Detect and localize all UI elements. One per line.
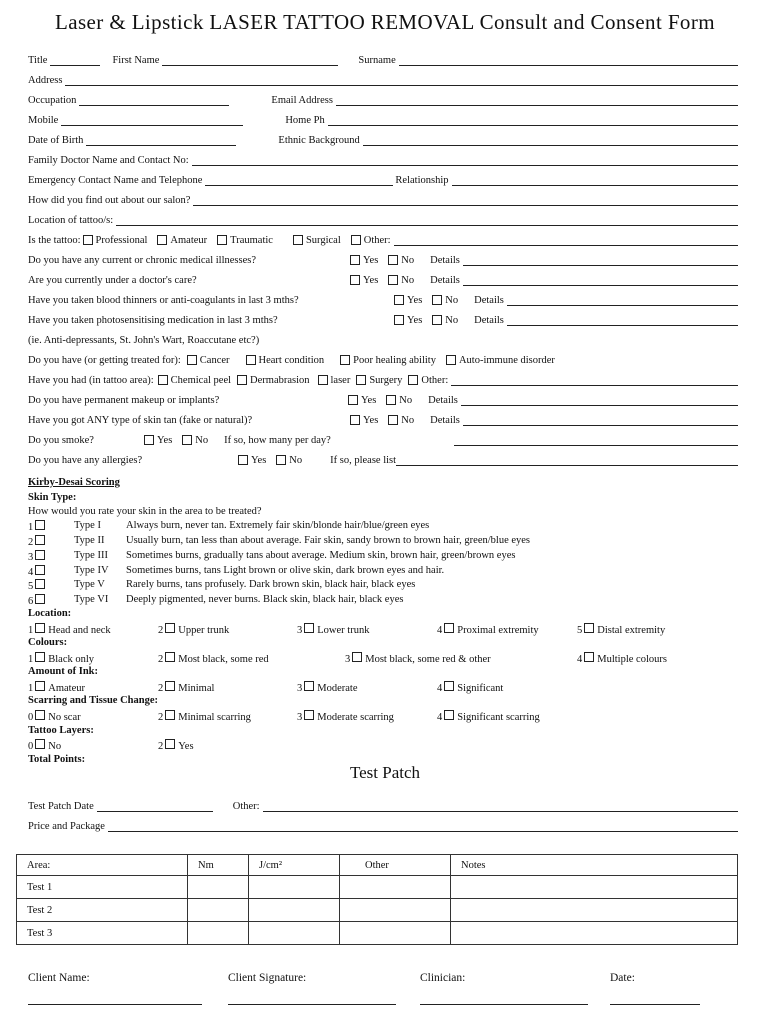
- option-other[interactable]: Other:: [406, 375, 448, 386]
- details-label: Details: [474, 315, 504, 326]
- tattoo-area-label: Have you had (in tattoo area):: [28, 375, 154, 386]
- checkbox[interactable]: [388, 415, 398, 425]
- no-option[interactable]: No: [386, 255, 414, 266]
- email-field[interactable]: [336, 94, 738, 106]
- option-surgery[interactable]: Surgery: [354, 375, 402, 386]
- notes-cell[interactable]: [451, 899, 738, 922]
- smoke-row: [28, 428, 738, 446]
- test-patch-date-field[interactable]: [97, 800, 213, 812]
- checkbox[interactable]: [388, 255, 398, 265]
- allergies-field[interactable]: [396, 454, 738, 466]
- find-out-label: How did you find out about our salon?: [28, 195, 191, 206]
- checkbox[interactable]: [348, 395, 358, 405]
- checkbox[interactable]: [444, 681, 454, 691]
- option-heart-condition[interactable]: Heart condition: [244, 355, 325, 366]
- home-ph-label: Home Ph: [285, 115, 325, 126]
- skin-type-desc: Always burn, never tan. Extremely fair skin/blonde hair/blue/green eyes: [126, 520, 430, 531]
- skin-type-option-2[interactable]: 2: [28, 535, 48, 548]
- yes-option[interactable]: Yes: [142, 435, 172, 446]
- layers-option-2[interactable]: 2 Yes: [158, 741, 194, 752]
- yes-option[interactable]: Yes: [346, 395, 376, 406]
- col-jcm2: J/cm²: [249, 855, 340, 876]
- smoke-count-field[interactable]: [454, 434, 738, 446]
- checkbox[interactable]: [83, 235, 93, 245]
- medical-row-4: [28, 308, 738, 326]
- notes-cell[interactable]: [451, 922, 738, 945]
- option-surgical[interactable]: Surgical: [291, 235, 341, 246]
- location-row: [28, 208, 738, 226]
- test-patch-heading: Test Patch: [349, 763, 421, 782]
- colour-option-1[interactable]: 1 Black only: [28, 654, 95, 665]
- checkbox[interactable]: [35, 535, 45, 545]
- skin-type-desc: Sometimes burns, tans Light brown or olive skin, dark brown eyes and hair.: [126, 565, 445, 576]
- ink-heading: Amount of Ink:: [28, 666, 99, 677]
- option-auto-immune[interactable]: Auto-immune disorder: [444, 355, 555, 366]
- form-title: Laser & Lipstick LASER TATTOO REMOVAL Consult and Consent Form: [55, 10, 715, 34]
- ink-option-3[interactable]: 3 Moderate: [297, 683, 358, 694]
- table-row: [17, 876, 738, 899]
- skin-type-option-4[interactable]: 4: [28, 565, 48, 578]
- ink-option-4[interactable]: 4 Significant: [437, 683, 504, 694]
- checkbox[interactable]: [165, 623, 175, 633]
- details-field[interactable]: [461, 394, 738, 406]
- skin-type-name: Type III: [74, 550, 108, 561]
- checkbox[interactable]: [35, 623, 45, 633]
- checkbox[interactable]: [293, 235, 303, 245]
- layers-option-0[interactable]: 0 No: [28, 741, 62, 752]
- nm-cell[interactable]: [188, 922, 249, 945]
- clinician-field[interactable]: [420, 1004, 588, 1005]
- checkbox[interactable]: [35, 710, 45, 720]
- date-field[interactable]: [610, 1004, 700, 1005]
- checkbox[interactable]: [35, 739, 45, 749]
- occupation-row: [28, 88, 738, 106]
- skin-type-option-3[interactable]: 3: [28, 550, 48, 563]
- table-row: [17, 922, 738, 945]
- doctor-row: [28, 148, 738, 166]
- checkbox[interactable]: [304, 710, 314, 720]
- details-field[interactable]: [463, 414, 738, 426]
- table-header-row: [17, 855, 738, 876]
- emergency-row: [28, 168, 738, 186]
- row-label: Test 3: [17, 922, 188, 945]
- occupation-field[interactable]: [79, 94, 229, 106]
- price-field[interactable]: [108, 820, 738, 832]
- checkbox[interactable]: [388, 275, 398, 285]
- jcm2-cell[interactable]: [249, 876, 340, 899]
- checkbox[interactable]: [584, 623, 594, 633]
- checkbox[interactable]: [432, 315, 442, 325]
- checkbox[interactable]: [144, 435, 154, 445]
- details-label: Details: [474, 295, 504, 306]
- details-field[interactable]: [463, 274, 738, 286]
- checkbox[interactable]: [351, 235, 361, 245]
- other-cell[interactable]: [340, 922, 451, 945]
- ink-option-2[interactable]: 2 Minimal: [158, 683, 215, 694]
- checkbox[interactable]: [350, 415, 360, 425]
- checkbox[interactable]: [584, 652, 594, 662]
- antidepressants-note: (ie. Anti-depressants, St. John's Wart, Roaccutane etc?): [28, 335, 260, 346]
- date-label: Date:: [610, 972, 635, 984]
- location-option-1[interactable]: 1 Head and neck: [28, 625, 111, 636]
- surname-label: Surname: [358, 55, 396, 66]
- tattoo-type-label: Is the tattoo:: [28, 235, 81, 246]
- checkbox[interactable]: [446, 355, 456, 365]
- checkbox[interactable]: [158, 375, 168, 385]
- yes-option[interactable]: Yes: [348, 415, 378, 426]
- checkbox[interactable]: [352, 652, 362, 662]
- medical-row-2: [28, 268, 738, 286]
- location-option-5[interactable]: 5 Distal extremity: [577, 625, 666, 636]
- skin-question: How would you rate your skin in the area to be treated?: [28, 506, 262, 517]
- nm-cell[interactable]: [188, 899, 249, 922]
- skin-type-option-6[interactable]: 6: [28, 594, 48, 607]
- scarring-option-3[interactable]: 3 Moderate scarring: [297, 712, 394, 723]
- skin-type-name: Type V: [74, 579, 105, 590]
- mobile-field[interactable]: [61, 114, 243, 126]
- location-label: Location of tattoo/s:: [28, 215, 114, 226]
- option-amateur[interactable]: Amateur: [155, 235, 207, 246]
- first-name-field[interactable]: [162, 54, 338, 66]
- checkbox[interactable]: [432, 295, 442, 305]
- checkbox[interactable]: [35, 579, 45, 589]
- location-option-2[interactable]: 2 Upper trunk: [158, 625, 230, 636]
- checkbox[interactable]: [182, 435, 192, 445]
- no-option[interactable]: No: [384, 395, 412, 406]
- ethnic-label: Ethnic Background: [278, 135, 360, 146]
- other-cell[interactable]: [340, 899, 451, 922]
- skin-type-name: Type VI: [74, 594, 109, 605]
- tattoo-area-other-field[interactable]: [451, 374, 738, 386]
- location-option-4[interactable]: 4 Proximal extremity: [437, 625, 539, 636]
- title-label: Title: [28, 55, 48, 66]
- location-option-3[interactable]: 3 Lower trunk: [297, 625, 370, 636]
- details-label: Details: [428, 395, 458, 406]
- details-label: Details: [430, 415, 460, 426]
- occupation-label: Occupation: [28, 95, 77, 106]
- checkbox[interactable]: [340, 355, 350, 365]
- no-option[interactable]: No: [274, 455, 302, 466]
- allergies-label: If so, please list: [330, 455, 397, 466]
- col-nm: Nm: [188, 855, 249, 876]
- ink-option-1[interactable]: 1 Amateur: [28, 683, 85, 694]
- test-patch-other-label: Other:: [232, 801, 260, 812]
- find-out-row: [28, 188, 738, 206]
- skin-type-desc: Deeply pigmented, never burns. Black skin, black hair, black eyes: [126, 594, 404, 605]
- relationship-field[interactable]: [452, 174, 739, 186]
- skin-type-name: Type I: [74, 520, 101, 531]
- surname-field[interactable]: [399, 54, 738, 66]
- emergency-field[interactable]: [205, 174, 393, 186]
- checkbox[interactable]: [386, 395, 396, 405]
- question-label: Do you have any allergies?: [28, 455, 143, 466]
- checkbox[interactable]: [318, 375, 328, 385]
- medical-row-3: [28, 288, 738, 306]
- option-traumatic[interactable]: Traumatic: [215, 235, 273, 246]
- doctor-label: Family Doctor Name and Contact No:: [28, 155, 189, 166]
- question-label: Have you got ANY type of skin tan (fake or natural)?: [28, 415, 253, 426]
- checkbox[interactable]: [35, 652, 45, 662]
- first-name-label: First Name: [112, 55, 160, 66]
- client-signature-field[interactable]: [228, 1004, 396, 1005]
- checkbox[interactable]: [165, 652, 175, 662]
- address-field[interactable]: [65, 74, 738, 86]
- colour-option-2[interactable]: 2 Most black, some red: [158, 654, 269, 665]
- test-patch-table: [16, 854, 738, 945]
- checkbox[interactable]: [165, 681, 175, 691]
- checkbox[interactable]: [444, 623, 454, 633]
- address-label: Address: [28, 75, 63, 86]
- clinician-label: Clinician:: [420, 972, 466, 984]
- option-poor-healing[interactable]: Poor healing ability: [338, 355, 436, 366]
- skin-type-heading: Skin Type:: [28, 492, 77, 503]
- checkbox[interactable]: [238, 455, 248, 465]
- no-option[interactable]: No: [180, 435, 208, 446]
- checkbox[interactable]: [276, 455, 286, 465]
- checkbox[interactable]: [350, 255, 360, 265]
- checkbox[interactable]: [217, 235, 227, 245]
- details-label: Details: [430, 255, 460, 266]
- client-name-field[interactable]: [28, 1004, 202, 1005]
- checkbox[interactable]: [165, 710, 175, 720]
- checkbox[interactable]: [165, 739, 175, 749]
- yes-option[interactable]: Yes: [392, 295, 422, 306]
- skin-type-name: Type II: [74, 535, 105, 546]
- checkbox[interactable]: [187, 355, 197, 365]
- question-label: Have you taken photosensitising medication in last 3 mths?: [28, 315, 278, 326]
- checkbox[interactable]: [356, 375, 366, 385]
- notes-cell[interactable]: [451, 876, 738, 899]
- layers-heading: Tattoo Layers:: [28, 725, 94, 736]
- table-row: [17, 899, 738, 922]
- question-label: Do you smoke?: [28, 435, 94, 446]
- nm-cell[interactable]: [188, 876, 249, 899]
- client-signature-label: Client Signature:: [228, 972, 307, 984]
- skin-type-desc: Usually burn, tan less than about average. Fair skin, sandy brown to brown hair, green/blue eyes: [126, 535, 531, 546]
- checkbox[interactable]: [394, 315, 404, 325]
- details-field[interactable]: [507, 314, 738, 326]
- test-patch-date-row: [28, 794, 738, 812]
- details-field[interactable]: [463, 254, 738, 266]
- colour-option-4[interactable]: 4 Multiple colours: [577, 654, 667, 665]
- checkbox[interactable]: [444, 710, 454, 720]
- checkbox[interactable]: [246, 355, 256, 365]
- col-other: Other: [340, 855, 451, 876]
- question-label: Have you taken blood thinners or anti-coagulants in last 3 mths?: [28, 295, 299, 306]
- dob-label: Date of Birth: [28, 135, 84, 146]
- conditions-label: Do you have (or getting treated for):: [28, 355, 181, 366]
- scarring-heading: Scarring and Tissue Change:: [28, 695, 159, 706]
- tattoo-type-row: [28, 228, 738, 246]
- ethnic-field[interactable]: [363, 134, 738, 146]
- option-other[interactable]: Other:: [349, 235, 391, 246]
- scarring-option-4[interactable]: 4 Significant scarring: [437, 712, 540, 723]
- emergency-label: Emergency Contact Name and Telephone: [28, 175, 203, 186]
- checkbox[interactable]: [304, 681, 314, 691]
- email-label: Email Address: [271, 95, 333, 106]
- yes-option[interactable]: Yes: [348, 255, 378, 266]
- skin-type-option-5[interactable]: 5: [28, 579, 48, 592]
- scarring-option-2[interactable]: 2 Minimal scarring: [158, 712, 251, 723]
- conditions-row: [28, 348, 738, 366]
- colours-heading: Colours:: [28, 637, 68, 648]
- medical2-row-2: [28, 408, 738, 426]
- scarring-option-0[interactable]: 0 No scar: [28, 712, 81, 723]
- smoke-count-label: If so, how many per day?: [224, 435, 331, 446]
- kirby-heading: Kirby-Desai Scoring: [28, 477, 120, 488]
- tattoo-other-field[interactable]: [394, 234, 738, 246]
- medical2-row-1: [28, 388, 738, 406]
- skin-type-name: Type IV: [74, 565, 109, 576]
- dob-row: [28, 128, 738, 146]
- checkbox[interactable]: [35, 550, 45, 560]
- client-name-label: Client Name:: [28, 972, 90, 984]
- col-notes: Notes: [451, 855, 738, 876]
- mobile-label: Mobile: [28, 115, 59, 126]
- location-field[interactable]: [116, 214, 738, 226]
- no-option[interactable]: No: [430, 295, 458, 306]
- price-row: [28, 814, 738, 832]
- skin-type-desc: Rarely burns, tans profusely. Dark brown skin, black hair, black eyes: [126, 579, 416, 590]
- antidepressants-row: [28, 328, 738, 346]
- option-dermabrasion[interactable]: Dermabrasion: [235, 375, 309, 386]
- details-label: Details: [430, 275, 460, 286]
- jcm2-cell[interactable]: [249, 899, 340, 922]
- address-row: [28, 68, 738, 86]
- checkbox[interactable]: [35, 565, 45, 575]
- checkbox[interactable]: [157, 235, 167, 245]
- dob-field[interactable]: [86, 134, 236, 146]
- jcm2-cell[interactable]: [249, 922, 340, 945]
- title-field[interactable]: [50, 54, 100, 66]
- checkbox[interactable]: [35, 594, 45, 604]
- test-patch-date-label: Test Patch Date: [28, 801, 94, 812]
- no-option[interactable]: No: [430, 315, 458, 326]
- question-label: Are you currently under a doctor's care?: [28, 275, 197, 286]
- allergies-row: [28, 448, 738, 466]
- row-label: Test 1: [17, 876, 188, 899]
- question-label: Do you have permanent makeup or implants?: [28, 395, 220, 406]
- details-field[interactable]: [507, 294, 738, 306]
- relationship-label: Relationship: [395, 175, 449, 186]
- name-row: [28, 48, 738, 66]
- yes-option[interactable]: Yes: [348, 275, 378, 286]
- yes-option[interactable]: Yes: [236, 455, 266, 466]
- col-area: Area:: [17, 855, 188, 876]
- checkbox[interactable]: [350, 275, 360, 285]
- total-points-heading: Total Points:: [28, 754, 86, 765]
- skin-type-desc: Sometimes burns, gradually tans about average. Medium skin, brown hair, green/brown eyes: [126, 550, 516, 561]
- doctor-field[interactable]: [192, 154, 738, 166]
- find-out-field[interactable]: [193, 194, 738, 206]
- checkbox[interactable]: [304, 623, 314, 633]
- location-heading: Location:: [28, 608, 72, 619]
- option-laser[interactable]: laser: [316, 375, 351, 386]
- checkbox[interactable]: [35, 520, 45, 530]
- no-option[interactable]: No: [386, 415, 414, 426]
- price-label: Price and Package: [28, 821, 105, 832]
- question-label: Do you have any current or chronic medical illnesses?: [28, 255, 257, 266]
- medical-row-1: [28, 248, 738, 266]
- checkbox[interactable]: [35, 681, 45, 691]
- option-cancer[interactable]: Cancer: [185, 355, 230, 366]
- checkbox[interactable]: [237, 375, 247, 385]
- row-label: Test 2: [17, 899, 188, 922]
- mobile-row: [28, 108, 738, 126]
- skin-type-option-1[interactable]: 1: [28, 520, 48, 533]
- checkbox[interactable]: [408, 375, 418, 385]
- no-option[interactable]: No: [386, 275, 414, 286]
- test-patch-other-field[interactable]: [263, 800, 738, 812]
- tattoo-area-row: [28, 368, 738, 386]
- option-chemical-peel[interactable]: Chemical peel: [156, 375, 231, 386]
- yes-option[interactable]: Yes: [392, 315, 422, 326]
- checkbox[interactable]: [394, 295, 404, 305]
- home-ph-field[interactable]: [328, 114, 738, 126]
- colour-option-3[interactable]: 3 Most black, some red & other: [345, 654, 491, 665]
- other-cell[interactable]: [340, 876, 451, 899]
- option-professional[interactable]: Professional: [81, 235, 148, 246]
